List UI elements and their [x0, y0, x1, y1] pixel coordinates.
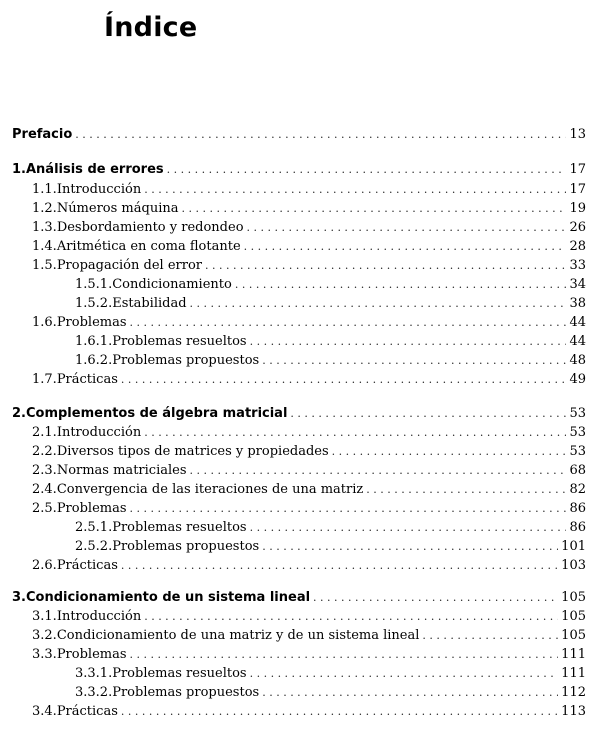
toc-label: Problemas resueltos	[112, 334, 247, 349]
toc-entry-subsection[interactable]	[75, 294, 586, 314]
toc-number: 2.4.	[32, 482, 57, 497]
toc-label: Prefacio	[12, 127, 73, 142]
toc-page: 103	[561, 558, 586, 573]
toc-number: 1.6.1.	[75, 334, 113, 349]
leader-dots	[121, 370, 567, 390]
toc-label: Problemas	[56, 315, 127, 330]
toc-page: 53	[569, 444, 586, 459]
leader-dots	[144, 180, 566, 200]
toc-number: 2.5.2.	[75, 539, 113, 554]
toc-number: 2.2.	[32, 444, 57, 459]
toc-entry-subsection[interactable]	[75, 537, 586, 557]
leader-dots	[190, 294, 567, 314]
toc-label: Estabilidad	[112, 296, 187, 311]
toc-page: 17	[569, 182, 586, 197]
toc-page: 82	[569, 482, 586, 497]
toc-number: 1.5.2.	[75, 296, 113, 311]
toc-page: 112	[561, 685, 586, 700]
toc-number: 1.6.	[32, 315, 57, 330]
toc-entry-section[interactable]	[32, 461, 586, 481]
toc-number: 3.4.	[32, 704, 57, 719]
toc-label: Convergencia de las iteraciones de una matriz	[56, 482, 364, 497]
leader-dots	[247, 218, 567, 238]
toc-number: 2.1.	[32, 425, 57, 440]
leader-dots	[130, 313, 567, 333]
toc-page: 28	[569, 239, 586, 254]
toc-page: 53	[569, 406, 586, 421]
toc-entry-section[interactable]	[32, 423, 586, 443]
toc-label: Problemas propuestos	[112, 685, 260, 700]
toc-label: Condicionamiento de un sistema lineal	[25, 590, 311, 605]
toc-page: 48	[569, 353, 586, 368]
leader-dots	[262, 537, 558, 557]
toc-label: Aritmética en coma flotante	[56, 239, 241, 254]
toc-entry-section[interactable]	[32, 370, 586, 390]
toc-page: 38	[569, 296, 586, 311]
toc-number: 1.6.2.	[75, 353, 113, 368]
toc-page: 105	[561, 590, 586, 605]
toc-entry-subsection[interactable]	[75, 664, 586, 684]
toc-number: 2.3.	[32, 463, 57, 478]
toc-label: Problemas propuestos	[112, 539, 260, 554]
toc-page: 19	[569, 201, 586, 216]
toc-number: 3.3.	[32, 647, 57, 662]
toc-entry-section[interactable]	[32, 480, 586, 500]
toc-entry-section[interactable]	[32, 702, 586, 722]
toc-entry-section[interactable]	[32, 218, 586, 238]
toc-page: 86	[569, 501, 586, 516]
toc-number: 2.	[12, 406, 26, 421]
toc-page: 17	[569, 162, 586, 177]
toc-number: 2.5.	[32, 501, 57, 516]
toc-page: 101	[561, 539, 586, 554]
toc-number: 3.3.2.	[75, 685, 113, 700]
toc-entry-section[interactable]	[32, 313, 586, 333]
toc-number: 3.	[12, 590, 26, 605]
toc-page: 68	[569, 463, 586, 478]
toc-page: 111	[561, 647, 586, 662]
toc-label: Problemas	[56, 501, 127, 516]
toc-page: 13	[569, 127, 586, 142]
toc-label: Complementos de álgebra matricial	[25, 406, 288, 421]
leader-dots	[121, 702, 558, 722]
toc-number: 1.1.	[32, 182, 57, 197]
toc-label: Problemas	[56, 647, 127, 662]
toc-entry-section[interactable]	[32, 645, 586, 665]
leader-dots	[235, 275, 567, 295]
leader-dots	[262, 683, 558, 703]
toc-number: 1.	[12, 162, 26, 177]
leader-dots	[332, 442, 567, 462]
leader-dots	[250, 518, 567, 538]
leader-dots	[366, 480, 566, 500]
toc-page: 53	[569, 425, 586, 440]
toc-entry-section[interactable]	[32, 256, 586, 276]
leader-dots	[167, 160, 567, 180]
toc-label: Introducción	[56, 425, 142, 440]
toc-page: 111	[561, 666, 586, 681]
toc-label: Prácticas	[56, 372, 118, 387]
toc-entry-section[interactable]	[32, 442, 586, 462]
toc-label: Análisis de errores	[25, 162, 164, 177]
toc-number: 3.2.	[32, 628, 57, 643]
toc-label: Problemas propuestos	[112, 353, 260, 368]
toc-page: 86	[569, 520, 586, 535]
toc-entry-section[interactable]	[32, 499, 586, 519]
toc-label: Normas matriciales	[56, 463, 187, 478]
toc-entry-section[interactable]	[32, 626, 586, 646]
page-title: Índice	[104, 12, 198, 43]
toc-entry-chapter-3[interactable]	[12, 588, 586, 608]
toc-number: 1.2.	[32, 201, 57, 216]
toc-page: 113	[561, 704, 586, 719]
toc-number: 1.3.	[32, 220, 57, 235]
toc-label: Introducción	[56, 609, 142, 624]
leader-dots	[130, 645, 559, 665]
toc-label: Condicionamiento	[112, 277, 232, 292]
toc-page: 49	[569, 372, 586, 387]
toc-entry-section[interactable]	[32, 556, 586, 576]
leader-dots	[144, 607, 558, 627]
toc-label: Prácticas	[56, 558, 118, 573]
toc-number: 3.1.	[32, 609, 57, 624]
toc-number: 2.6.	[32, 558, 57, 573]
toc-page: 105	[561, 609, 586, 624]
leader-dots	[130, 499, 567, 519]
toc-page: 34	[569, 277, 586, 292]
toc-entry-section[interactable]	[32, 199, 586, 219]
toc-label: Introducción	[56, 182, 142, 197]
toc-page: 44	[569, 315, 586, 330]
leader-dots	[244, 237, 567, 257]
toc-page: 33	[569, 258, 586, 273]
leader-dots	[205, 256, 566, 276]
toc-page: 26	[569, 220, 586, 235]
toc-label: Prácticas	[56, 704, 118, 719]
toc-entry-subsection[interactable]	[75, 518, 586, 538]
leader-dots	[190, 461, 567, 481]
leader-dots	[313, 588, 558, 608]
toc-label: Propagación del error	[56, 258, 202, 273]
leader-dots	[422, 626, 558, 646]
toc-label: Números máquina	[56, 201, 179, 216]
toc-entry-subsection[interactable]	[75, 351, 586, 371]
toc-entry-section[interactable]	[32, 607, 586, 627]
toc-page: 105	[561, 628, 586, 643]
toc-number: 2.5.1.	[75, 520, 113, 535]
leader-dots	[290, 404, 566, 424]
leader-dots	[262, 351, 566, 371]
toc-entry-chapter-1[interactable]	[12, 160, 586, 180]
toc-number: 1.4.	[32, 239, 57, 254]
leader-dots	[250, 332, 567, 352]
toc-label: Desbordamiento y redondeo	[56, 220, 244, 235]
toc-entry-subsection[interactable]	[75, 275, 586, 295]
toc-number: 1.5.	[32, 258, 57, 273]
leader-dots	[121, 556, 558, 576]
toc-entry-section[interactable]	[32, 180, 586, 200]
toc-label: Problemas resueltos	[112, 520, 247, 535]
toc-entry-prefacio[interactable]	[12, 125, 586, 145]
toc-number: 1.5.1.	[75, 277, 113, 292]
toc-entry-chapter-2[interactable]	[12, 404, 586, 424]
toc-label: Condicionamiento de una matriz y de un sistema lineal	[56, 628, 420, 643]
leader-dots	[75, 125, 566, 145]
toc-page: 44	[569, 334, 586, 349]
toc-entry-section[interactable]	[32, 237, 586, 257]
leader-dots	[181, 199, 566, 219]
toc-label: Problemas resueltos	[112, 666, 247, 681]
toc-entry-subsection[interactable]	[75, 332, 586, 352]
leader-dots	[250, 664, 559, 684]
toc-entry-subsection[interactable]	[75, 683, 586, 703]
toc-number: 1.7.	[32, 372, 57, 387]
toc-number: 3.3.1.	[75, 666, 113, 681]
toc-label: Diversos tipos de matrices y propiedades	[56, 444, 329, 459]
leader-dots	[144, 423, 566, 443]
